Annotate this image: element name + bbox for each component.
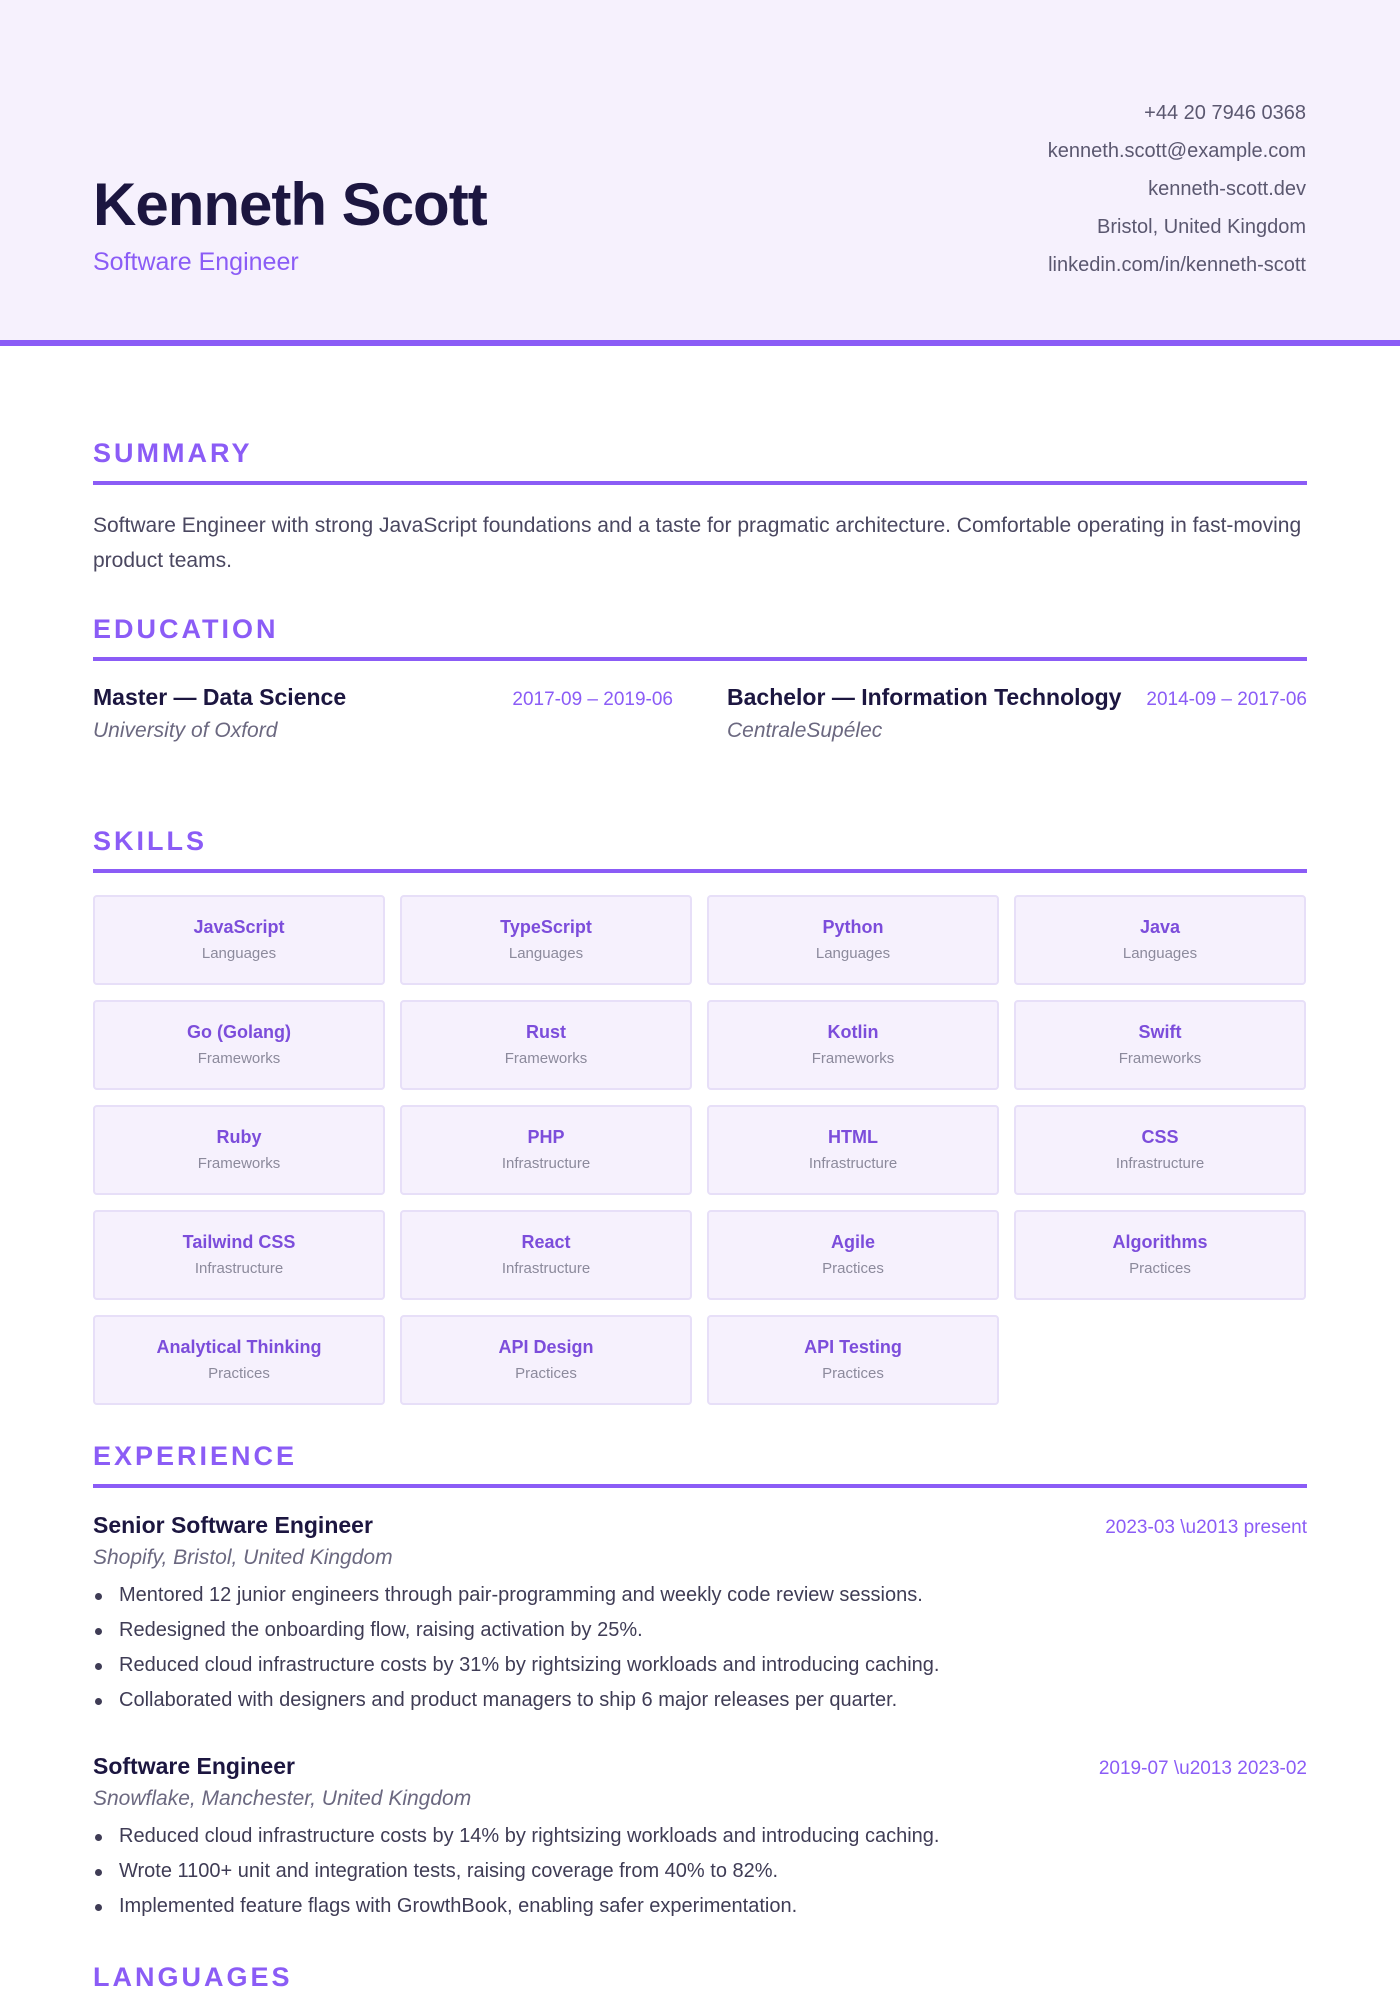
- skill-category: Infrastructure: [1115, 1155, 1205, 1172]
- skill-category: Infrastructure: [501, 1260, 591, 1277]
- candidate-name: Kenneth Scott: [93, 171, 487, 238]
- job-company: Snowflake, Manchester, United Kingdom: [93, 1787, 472, 1810]
- skill-category: Infrastructure: [808, 1155, 898, 1172]
- skill-name: Swift: [1138, 1022, 1182, 1042]
- job-bullet: Collaborated with designers and product managers to ship 6 major releases per quarter.: [93, 1683, 1307, 1718]
- section-skills-heading: SKILLS: [93, 826, 1307, 873]
- skill-card: [1014, 1105, 1306, 1195]
- skills-grid: [93, 895, 1307, 1405]
- experience-entry: [93, 1753, 1307, 1924]
- education-dates: 2017-09 – 2019-06: [512, 689, 673, 710]
- skill-name: Go (Golang): [187, 1022, 291, 1042]
- skill-card: [1014, 1210, 1306, 1300]
- resume-header: [0, 0, 1400, 346]
- skill-name: API Design: [498, 1337, 594, 1357]
- job-dates: 2019-07 \u2013 2023-02: [1098, 1758, 1307, 1779]
- skill-category: Languages: [201, 945, 277, 962]
- skill-card: [93, 1000, 385, 1090]
- skill-card: [93, 1210, 385, 1300]
- section-languages-heading: LANGUAGES: [93, 1962, 293, 1992]
- job-bullet: Implemented feature flags with GrowthBook, enabling safer experimentation.: [93, 1889, 1307, 1924]
- skill-category: Practices: [515, 1365, 577, 1382]
- skill-card: [400, 1000, 692, 1090]
- contact-location: Bristol, United Kingdom: [1097, 216, 1306, 238]
- job-bullets: [93, 1819, 1307, 1924]
- skill-card: [707, 1105, 999, 1195]
- education-dates: 2014-09 – 2017-06: [1146, 689, 1307, 710]
- skill-card: [93, 1105, 385, 1195]
- skill-name: API Testing: [804, 1337, 902, 1357]
- skill-name: Ruby: [216, 1127, 262, 1147]
- education-school: CentraleSupélec: [727, 719, 883, 742]
- skill-card: [400, 1315, 692, 1405]
- contact-phone: +44 20 7946 0368: [1144, 102, 1306, 124]
- contact-email: kenneth.scott@example.com: [1047, 140, 1306, 162]
- skill-category: Frameworks: [504, 1050, 588, 1067]
- skill-name: CSS: [1141, 1127, 1179, 1147]
- skill-name: HTML: [828, 1127, 878, 1147]
- section-experience-heading: EXPERIENCE: [93, 1441, 1307, 1488]
- job-bullet: Mentored 12 junior engineers through pair-programming and weekly code review sessions.: [93, 1578, 1307, 1613]
- job-bullet: Wrote 1100+ unit and integration tests, raising coverage from 40% to 82%.: [93, 1854, 1307, 1889]
- skill-category: Languages: [815, 945, 891, 962]
- skill-category: Practices: [822, 1260, 884, 1277]
- skill-category: Frameworks: [811, 1050, 895, 1067]
- skill-category: Infrastructure: [194, 1260, 284, 1277]
- skill-category: Frameworks: [1118, 1050, 1202, 1067]
- skill-card: [707, 895, 999, 985]
- job-bullet: Reduced cloud infrastructure costs by 31% by rightsizing workloads and introducing caching.: [93, 1648, 1307, 1683]
- job-dates: 2023-03 \u2013 present: [1105, 1517, 1307, 1538]
- skill-card: [707, 1315, 999, 1405]
- education-entry: [93, 684, 673, 743]
- skill-category: Practices: [208, 1365, 270, 1382]
- skill-category: Languages: [1122, 945, 1198, 962]
- skill-name: PHP: [527, 1127, 565, 1147]
- candidate-title: Software Engineer: [93, 248, 299, 276]
- contact-linkedin: linkedin.com/in/kenneth-scott: [1048, 254, 1306, 276]
- experience-entry: [93, 1512, 1307, 1718]
- skill-name: TypeScript: [500, 917, 592, 937]
- skill-card: [400, 1105, 692, 1195]
- job-role: Software Engineer: [93, 1753, 295, 1779]
- skill-name: Algorithms: [1112, 1232, 1208, 1252]
- skill-card: [707, 1210, 999, 1300]
- skill-name: Tailwind CSS: [182, 1232, 296, 1252]
- job-bullet: Redesigned the onboarding flow, raising activation by 25%.: [93, 1613, 1307, 1648]
- education-degree: Master — Data Science: [93, 684, 347, 710]
- skill-name: Agile: [830, 1232, 875, 1252]
- skill-card: [1014, 895, 1306, 985]
- contact-block: [1048, 98, 1306, 288]
- skill-card: [400, 1210, 692, 1300]
- education-school: University of Oxford: [93, 719, 278, 742]
- job-role: Senior Software Engineer: [93, 1512, 373, 1538]
- contact-website: kenneth-scott.dev: [1148, 178, 1306, 200]
- skill-card: [1014, 1000, 1306, 1090]
- skill-card: [400, 895, 692, 985]
- skill-category: Languages: [508, 945, 584, 962]
- job-bullet: Reduced cloud infrastructure costs by 14% by rightsizing workloads and introducing caching.: [93, 1819, 1307, 1854]
- education-entry: [727, 684, 1307, 743]
- skill-name: React: [521, 1232, 571, 1252]
- skill-name: JavaScript: [193, 917, 285, 937]
- skill-category: Practices: [822, 1365, 884, 1382]
- skill-card: [93, 1315, 385, 1405]
- summary-text: Software Engineer with strong JavaScript foundations and a taste for pragmatic architecture. Comfortable operating in fast-moving product teams.: [93, 514, 1302, 572]
- skill-card: [707, 1000, 999, 1090]
- skill-name: Rust: [526, 1022, 566, 1042]
- skill-card: [93, 895, 385, 985]
- skill-name: Python: [822, 917, 884, 937]
- skill-category: Infrastructure: [501, 1155, 591, 1172]
- skill-category: Practices: [1129, 1260, 1191, 1277]
- skill-name: Kotlin: [827, 1022, 879, 1042]
- job-company: Shopify, Bristol, United Kingdom: [93, 1546, 393, 1569]
- education-degree: Bachelor — Information Technology: [727, 684, 1122, 710]
- job-bullets: [93, 1578, 1307, 1718]
- section-summary-heading: SUMMARY: [93, 438, 1307, 485]
- skill-name: Analytical Thinking: [156, 1337, 322, 1357]
- skill-category: Frameworks: [197, 1050, 281, 1067]
- section-education-heading: EDUCATION: [93, 614, 1307, 661]
- skill-category: Frameworks: [197, 1155, 281, 1172]
- skill-name: Java: [1139, 917, 1181, 937]
